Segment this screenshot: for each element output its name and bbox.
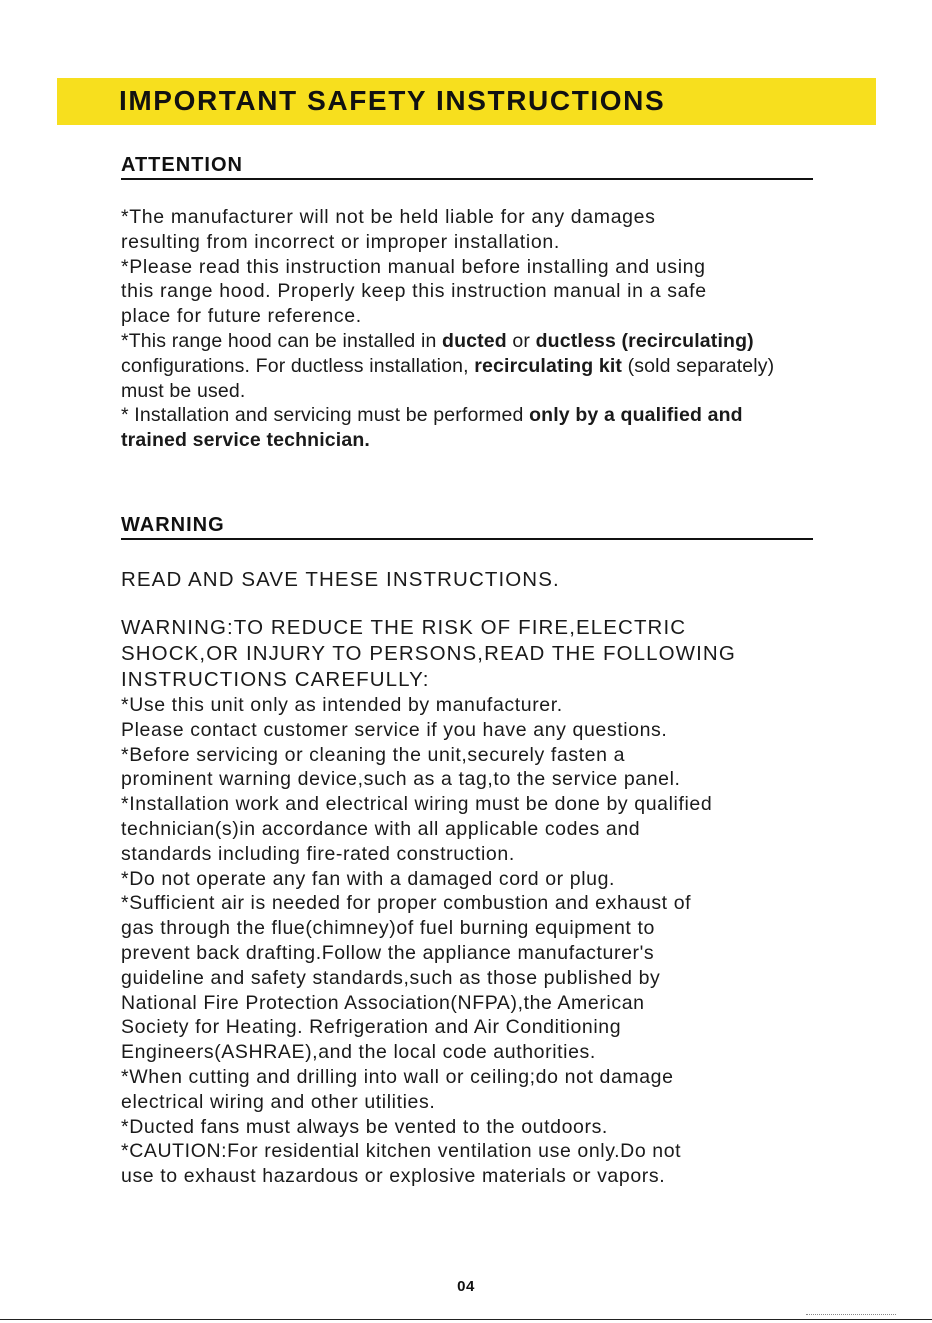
attention-line: place for future reference.	[121, 305, 362, 328]
attention-line	[121, 403, 891, 428]
warning-line: prominent warning device,such as a tag,to the service panel.	[121, 768, 681, 791]
warning-line: *CAUTION:For residential kitchen ventilation use only.Do not	[121, 1140, 682, 1163]
attention-bold-kit: recirculating kit	[474, 354, 623, 377]
warning-line: guideline and safety standards,such as those published by	[121, 966, 661, 989]
page-number: 04	[457, 1278, 475, 1295]
attention-bold-qualified: only by a qualified and	[529, 404, 743, 427]
warning-caps-line: SHOCK,OR INJURY TO PERSONS,READ THE FOLLOWING	[121, 642, 736, 665]
warning-line: standards including fire-rated construction.	[121, 842, 515, 865]
warning-heading-label: WARNING	[121, 514, 225, 536]
attention-line: this range hood. Properly keep this instruction manual in a safe	[121, 280, 707, 303]
attention-line: must be used.	[121, 379, 246, 402]
attention-line: *The manufacturer will not be held liable for any damages	[121, 206, 656, 228]
warning-line: use to exhaust hazardous or explosive materials or vapors.	[121, 1165, 666, 1188]
attention-line	[121, 329, 891, 354]
attention-text: or	[506, 329, 536, 352]
warning-line: *Do not operate any fan with a damaged cord or plug.	[121, 867, 616, 890]
warning-line: *Sufficient air is needed for proper combustion and exhaust of	[121, 892, 692, 915]
attention-bold-ducted: ducted	[442, 329, 507, 352]
warning-heading	[121, 512, 813, 540]
warning-line: National Fire Protection Association(NFPA),the American	[121, 991, 645, 1014]
attention-bold-technician: trained service technician.	[121, 429, 370, 452]
warning-line: electrical wiring and other utilities.	[121, 1090, 436, 1113]
attention-heading	[121, 152, 813, 180]
warning-line: *Use this unit only as intended by manufacturer.	[121, 694, 563, 716]
spacer	[121, 593, 891, 615]
attention-heading-label: ATTENTION	[121, 154, 243, 176]
attention-text: (sold separately)	[622, 354, 775, 377]
attention-line: *Please read this instruction manual before installing and using	[121, 255, 706, 278]
attention-text: * Installation and servicing must be performed	[121, 404, 530, 427]
warning-line: Please contact customer service if you have any questions.	[121, 718, 668, 741]
warning-line: prevent back drafting.Follow the appliance manufacturer's	[121, 941, 655, 964]
warning-line: *Installation work and electrical wiring must be done by qualified	[121, 793, 713, 816]
warning-line: *Before servicing or cleaning the unit,securely fasten a	[121, 743, 626, 766]
footer-dotted-rule	[806, 1314, 896, 1315]
attention-line: resulting from incorrect or improper installation.	[121, 230, 560, 253]
warning-body	[121, 567, 891, 1189]
warning-caps-line: INSTRUCTIONS CAREFULLY:	[121, 668, 430, 691]
warning-line: technician(s)in accordance with all applicable codes and	[121, 817, 641, 840]
attention-bold-ductless: ductless (recirculating)	[535, 329, 754, 352]
attention-body	[121, 205, 891, 453]
warning-caps-line: WARNING:TO REDUCE THE RISK OF FIRE,ELECTRIC	[121, 616, 687, 639]
attention-line	[121, 354, 891, 379]
page-title: IMPORTANT SAFETY INSTRUCTIONS	[119, 85, 666, 116]
footer-rule	[0, 1319, 932, 1320]
title-banner	[57, 78, 876, 125]
warning-line: Society for Heating. Refrigeration and Air Conditioning	[121, 1016, 622, 1039]
warning-line: *Ducted fans must always be vented to the outdoors.	[121, 1115, 608, 1138]
read-save-line: READ AND SAVE THESE INSTRUCTIONS.	[121, 568, 560, 591]
attention-line	[121, 428, 891, 453]
warning-line: gas through the flue(chimney)of fuel burning equipment to	[121, 917, 655, 940]
attention-text: *This range hood can be installed in	[121, 329, 443, 352]
warning-line: *When cutting and drilling into wall or ceiling;do not damage	[121, 1065, 674, 1088]
attention-text: configurations. For ductless installation,	[121, 354, 475, 377]
warning-line: Engineers(ASHRAE),and the local code authorities.	[121, 1041, 596, 1064]
